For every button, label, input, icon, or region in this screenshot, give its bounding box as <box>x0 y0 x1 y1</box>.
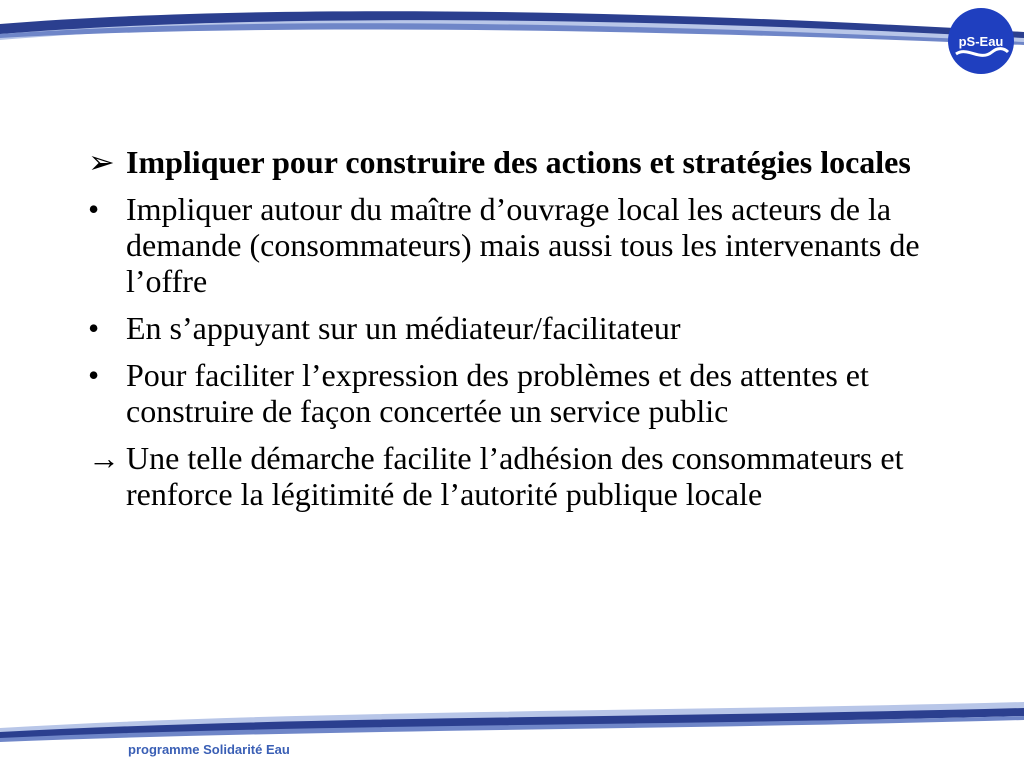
arrowhead-bullet-icon: ➢ <box>88 144 115 180</box>
top-decorative-band <box>0 0 1024 60</box>
bullet-dot-icon: • <box>88 310 100 346</box>
right-arrow-icon: → <box>88 440 120 476</box>
bullet-item <box>88 310 948 346</box>
bullet-dot-icon: • <box>88 357 100 393</box>
ps-eau-logo <box>946 6 1016 76</box>
bullet-item <box>88 357 948 429</box>
heading-text: Impliquer pour construire des actions et stratégies locales <box>126 144 911 180</box>
logo-text: pS-Eau <box>958 34 1004 49</box>
bullet-item <box>88 191 948 299</box>
footer-label: programme Solidarité Eau <box>128 742 290 757</box>
slide-content <box>88 144 948 523</box>
conclusion-item <box>88 440 948 512</box>
bullet-text: Impliquer autour du maître d’ouvrage local les acteurs de la demande (consommateurs) mais aussi tous les intervenants de l’offre <box>126 191 920 299</box>
bullet-text: En s’appuyant sur un médiateur/facilitateur <box>126 310 681 346</box>
bullet-text: Pour faciliter l’expression des problèmes et des attentes et construire de façon concertée un service public <box>126 357 869 429</box>
heading-item <box>88 144 948 180</box>
conclusion-text: Une telle démarche facilite l’adhésion des consommateurs et renforce la légitimité de l’autorité publique locale <box>126 440 904 512</box>
bullet-dot-icon: • <box>88 191 100 227</box>
